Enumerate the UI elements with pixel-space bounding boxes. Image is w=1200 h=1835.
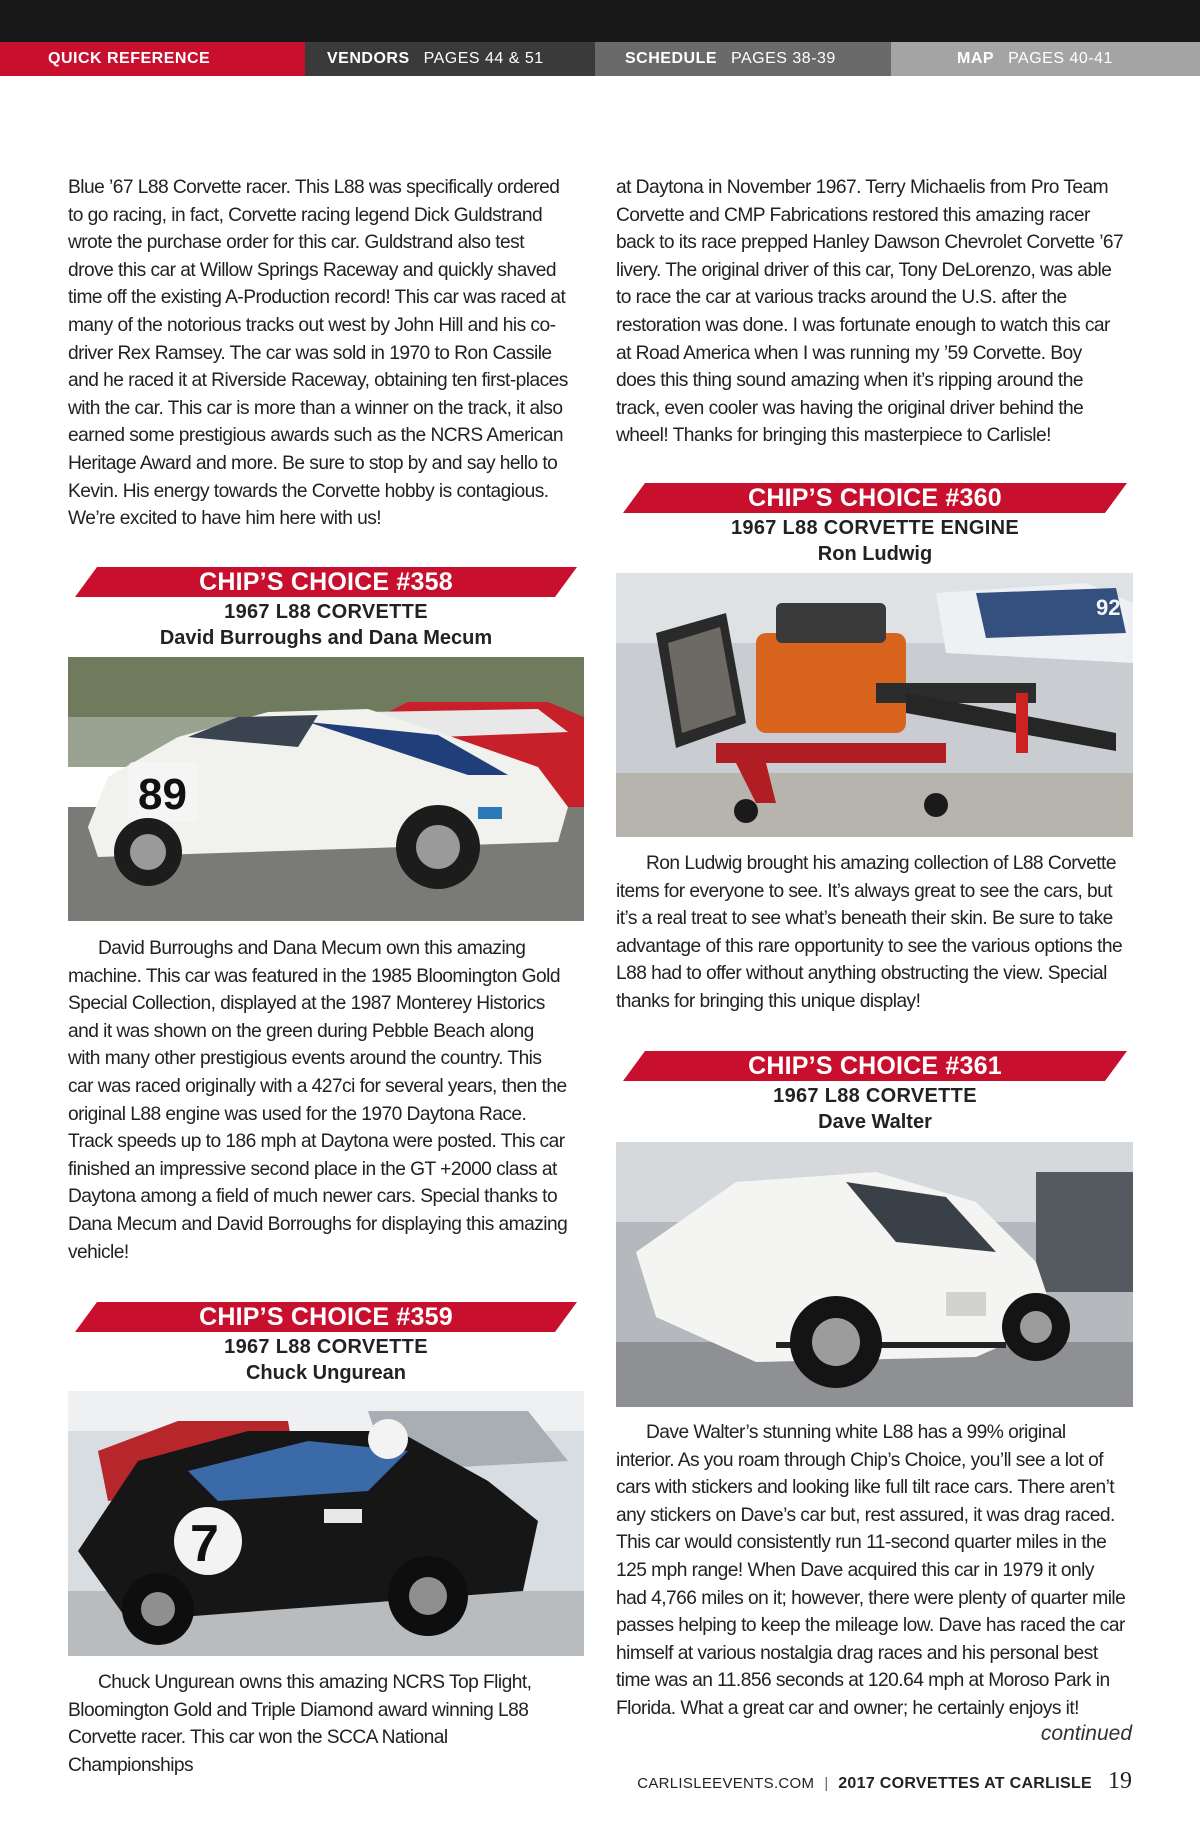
- car-number-89: 89: [138, 770, 187, 819]
- chips-choice-358-model: 1967 L88 CORVETTE: [224, 601, 428, 623]
- car-number-7: 7: [190, 1515, 219, 1573]
- nav-map-pages: PAGES 40-41: [1008, 50, 1113, 67]
- chips-choice-361-model: 1967 L88 CORVETTE: [773, 1085, 977, 1107]
- chips-choice-359-banner: [75, 1302, 577, 1332]
- page-number: 19: [1108, 1768, 1132, 1794]
- chips-choice-360-banner: [623, 483, 1127, 513]
- nav-schedule-label: SCHEDULE: [625, 50, 718, 67]
- nav-quick-label: QUICK REFERENCE: [48, 50, 211, 67]
- footer-website[interactable]: CARLISLEEVENTS.COM: [637, 1775, 815, 1792]
- chips-choice-359-header: [75, 1302, 577, 1386]
- footer-event-name: 2017 CORVETTES AT CARLISLE: [838, 1775, 1092, 1792]
- chips-choice-361-text: Dave Walter’s stunning white L88 has a 99% original interior. As you roam through Chip’s Choice, you’ll see a lot of cars with stickers and looking like full tilt race cars. There aren’t any stickers on Dave’s car but, rest assured, it was drag raced. This car would consistently run 11-second quarter miles in the 125 mph range! When Dave acquired this car in 1979 it only had 4,766 miles on it; however, there were plenty of quarter mile passes helping to keep the mileage low. Dave has raced the car himself at various nostalgia drag races and his personal best time was an 11.856 seconds at 120.64 mph at Moroso Park in Florida. What a great car and owner; he certainly enjoys it!: [616, 1422, 1126, 1719]
- nav-map[interactable]: [891, 42, 1200, 76]
- nav-map-label: MAP: [957, 50, 995, 67]
- chips-choice-359-text: Chuck Ungurean owns this amazing NCRS Top Flight, Bloomington Gold and Triple Diamond award winning L88 Corvette racer. This car won the SCCA National Championships: [68, 1672, 532, 1776]
- chips-choice-358-banner: [75, 567, 577, 597]
- chips-choice-358-text: David Burroughs and Dana Mecum own this amazing machine. This car was featured in the 1985 Bloomington Gold Special Collection, displayed at the 1987 Monterey Historics and it was shown on the green during Pebble Beach along with many other prestigious events around the country. This car was raced originally with a 427ci for several years, then the original L88 engine was used for the 1970 Daytona Race. Track speeds up to 186 mph at Daytona were posted. This car finished an impressive second place in the GT +2000 class at Daytona among a field of much newer cars. Special thanks to Dana Mecum and David Borroughs for displaying this amazing vehicle!: [68, 938, 568, 1263]
- chips-choice-360-body: [616, 850, 1128, 1016]
- photo-361-white-corvette: [616, 1142, 1133, 1407]
- chips-choice-361-banner: [623, 1051, 1127, 1081]
- chips-choice-359-body: [68, 1669, 570, 1779]
- chips-choice-361-body: [616, 1419, 1128, 1723]
- nav-vendors-pages: PAGES 44 & 51: [423, 50, 544, 67]
- nav-schedule[interactable]: [595, 42, 891, 76]
- chips-choice-360-owner: Ron Ludwig: [817, 543, 933, 565]
- chips-choice-360-header: [623, 483, 1127, 567]
- continued-label: continued: [1040, 1722, 1132, 1745]
- left-intro-text: Blue ’67 L88 Corvette racer. This L88 was specifically ordered to go racing, in fact, Corvette racing legend Dick Guldstrand wrote the purchase order for this car. Guldstrand also test drove this car at Willow Springs Raceway and quickly shaved time off the existing A-Production record! This car was raced at many of the notorious tracks out west by John Hill and his co-driver Rex Ramsey. The car was sold in 1970 to Ron Cassile and he raced it at Riverside Raceway, obtaining ten first-places with the car. This car is more than a winner on the track, it also earned some prestigious awards such as the NCRS American Heritage Award and more. Be sure to stop by and say hello to Kevin. His energy towards the Corvette hobby is contagious. We’re excited to have him here with us!: [68, 177, 568, 530]
- chips-choice-359-owner: Chuck Ungurean: [245, 1362, 407, 1384]
- chips-choice-360-model: 1967 L88 CORVETTE ENGINE: [730, 517, 1020, 539]
- chips-choice-358-body: [68, 935, 570, 1266]
- background-car-number-92: 92: [1096, 595, 1121, 620]
- chips-choice-360-title: CHIP’S CHOICE #360: [748, 484, 1002, 512]
- page-footer: [637, 1768, 1132, 1795]
- chips-choice-360-text: Ron Ludwig brought his amazing collection of L88 Corvette items for everyone to see. It’s always great to see the cars, but it’s a real treat to see what’s beneath their skin. Be sure to take advantage of this rare opportunity to see the various options the L88 had to offer without anything obstructing the view. Special thanks for bringing this unique display!: [616, 853, 1123, 1012]
- white-racing-corvette-image: [68, 657, 584, 921]
- photo-359-black-corvette: [68, 1391, 584, 1656]
- l88-engine-display-image: [616, 573, 1133, 837]
- quick-reference-bar: [0, 42, 1200, 76]
- chips-choice-361-owner: Dave Walter: [818, 1111, 932, 1133]
- left-intro: [68, 174, 570, 533]
- black-racing-corvette-image: [68, 1391, 584, 1656]
- chips-choice-361-header: [623, 1051, 1127, 1135]
- nav-schedule-pages: PAGES 38-39: [731, 50, 836, 67]
- nav-vendors-label: VENDORS: [327, 50, 410, 67]
- chips-choice-358-owner: David Burroughs and Dana Mecum: [159, 627, 493, 649]
- chips-choice-358-header: [75, 567, 577, 651]
- nav-quick-reference: [0, 42, 305, 76]
- right-intro-text: at Daytona in November 1967. Terry Michaelis from Pro Team Corvette and CMP Fabrications restored this amazing racer back to its race prepped Hanley Dawson Chevrolet Corvette ’67 livery. The original driver of this car, Tony DeLorenzo, was able to race the car at various tracks around the U.S. after the restoration was done. I was fortunate enough to watch this car at Road America when I was running my ’59 Corvette. Boy does this thing sound amazing when it’s ripping around the track, even cooler was having the original driver behind the wheel! Thanks for bringing this masterpiece to Carlisle!: [616, 177, 1124, 447]
- chips-choice-359-title: CHIP’S CHOICE #359: [199, 1303, 453, 1331]
- chips-choice-359-model: 1967 L88 CORVETTE: [224, 1336, 428, 1358]
- footer-separator: |: [824, 1775, 829, 1792]
- photo-358-white-corvette: [68, 657, 584, 921]
- photo-360-engine: [616, 573, 1133, 837]
- chips-choice-361-title: CHIP’S CHOICE #361: [748, 1052, 1002, 1080]
- white-stock-corvette-image: [616, 1142, 1133, 1407]
- chips-choice-358-title: CHIP’S CHOICE #358: [199, 568, 453, 596]
- top-band: [0, 0, 1200, 42]
- right-intro: [616, 174, 1124, 450]
- nav-vendors[interactable]: [305, 42, 595, 76]
